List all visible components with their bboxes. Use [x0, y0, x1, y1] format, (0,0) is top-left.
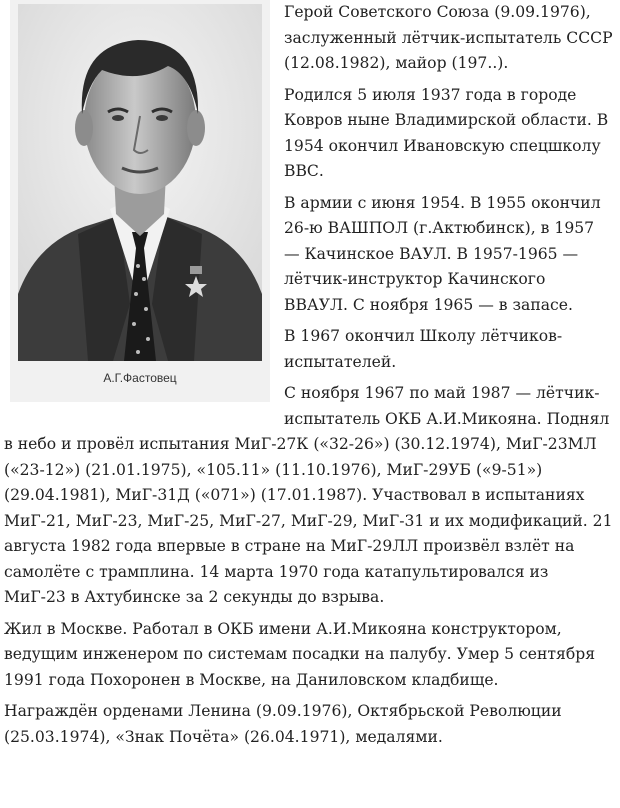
- portrait-caption: А.Г.Фастовец: [103, 371, 177, 385]
- paragraph-later-life: Жил в Москве. Работал в ОКБ имени А.И.Микояна конструктором, ведущим инженером по системам посадки на палубу. Умер 5 сентября 1991 года Похоронен в Москве, на Даниловском кладбище.: [4, 619, 596, 689]
- paragraph-birth: Родился 5 июля 1937 года в городе Ковров ныне Владимирской области. В 1954 окончил Ивановскую спецшколу ВВС.: [284, 85, 609, 180]
- paragraph-awards: Награждён орденами Ленина (9.09.1976), Октябрьской Революции (25.03.1974), «Знак Почёта» (26.04.1971), медалями.: [4, 702, 562, 746]
- paragraph-army: В армии с июня 1954. В 1955 окончил 26-ю ВАШПОЛ (г.Актюбинск), в 1957 — Качинское ВАУЛ. В 1957-1965 — лётчик-инструктор Качинского ВВАУЛ. С ноября 1965 — в запасе.: [284, 193, 601, 314]
- portrait-photo: [18, 4, 262, 361]
- paragraph-titles: Герой Советского Союза (9.09.1976), заслуженный лётчик-испытатель СССР (12.08.1982), майор (197..).: [284, 3, 613, 72]
- portrait-figure: [10, 0, 270, 402]
- paragraph-test-school: В 1967 окончил Школу лётчиков-испытателей.: [284, 327, 563, 371]
- paragraph-test-career: С ноября 1967 по май 1987 — лётчик-испытатель ОКБ А.И.Микояна. Поднял в небо и провёл испытания МиГ-27К («32-26») (30.12.1974), МиГ-23МЛ («23-12») (21.01.1975), «105.11» (11.10.1976), МиГ-29УБ («9-51») (29.04.1981), МиГ-31Д («071») (17.01.1987). Участвовал в испытаниях МиГ-21, МиГ-23, МиГ-25, МиГ-27, МиГ-29, МиГ-31 и их модификаций. 21 августа 1982 года впервые в стране на МиГ-29ЛЛ произвёл взлёт на самолёте с трамплина. 14 марта 1970 года катапультировался из МиГ-23 в Ахтубинске за 2 секунды до взрыва.: [4, 384, 613, 606]
